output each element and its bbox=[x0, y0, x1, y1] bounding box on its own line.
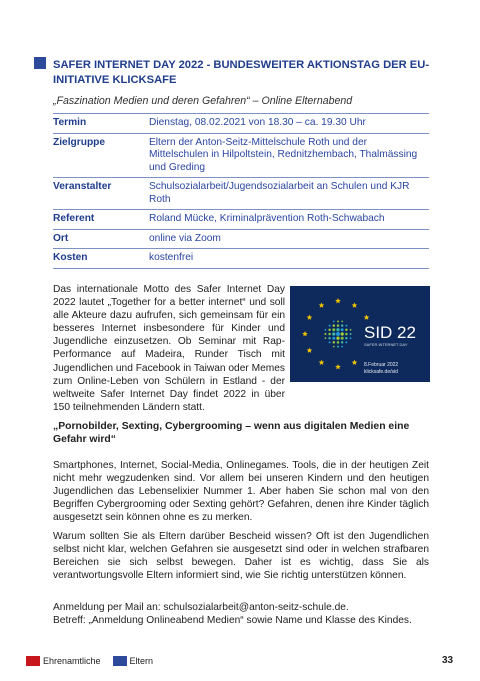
sid-logo bbox=[290, 286, 430, 382]
star-icon bbox=[319, 360, 325, 365]
logo-dot bbox=[337, 346, 339, 348]
sid-logo-graphic bbox=[290, 286, 430, 382]
details-row bbox=[53, 229, 429, 249]
star-icon bbox=[302, 331, 308, 336]
paragraph-parents: Warum sollten Sie als Eltern darüber Bescheid wissen? Oft ist den Jugendlichen selbst nicht klar, welchen Gefahren sie ausgesetzt sind oder in welchen strafbaren Bereichen sie sich selbst bewegen. Daher ist es wichtig, dass Sie als verantwortungsvolle Eltern informiert sind, wie Sie richtig unterstützen können. bbox=[53, 531, 429, 582]
logo-dot bbox=[341, 346, 343, 348]
registration-subject: Betreff: „Anmeldung Onlineabend Medien“ sowie Name und Klasse des Kindes. bbox=[53, 615, 412, 627]
dot-cluster-icon bbox=[324, 320, 351, 347]
intro-paragraph: Das internationale Motto des Safer Internet Day 2022 lautet „Together for a better internet“ und soll alle Akteure dazu aufrufen, sich gemeinsam für ein besseres Internet insbesondere für Kinder und Jugendliche einzusetzen. Ob Seminar mit Rap-Performance auf Madeira, Runder Tisch mit Jugendlichen und Facebook in Taiwan oder Memes zum Online-Leben von Schülern in Estland - der weltweite Safer Internet Day findet 2022 in über 150 teilnehmenden Ländern statt. bbox=[53, 284, 286, 413]
logo-dot bbox=[328, 333, 331, 336]
legend-swatch-eltern bbox=[113, 656, 127, 666]
star-icon bbox=[307, 348, 313, 353]
paragraph-dangers: Smartphones, Internet, Social-Media, Onlinegames. Tools, die in der heutigen Zeit nicht mehr wegzudenken sind. Vor allem bei unseren Kindern und den heutigen Jugendlichen das Lebenselixier Nummer 1. Aber haben Sie schon mal von den Begriffen Cybergrooming oder Sexting gehört? Gefahren, denen ihre Kinder täglich ausgesetzt sein können ohne es zu merken. bbox=[53, 460, 429, 524]
star-icon bbox=[307, 315, 313, 320]
logo-dot bbox=[341, 332, 344, 335]
audience-legend bbox=[26, 656, 165, 666]
details-value: Dienstag, 08.02.2021 von 18.30 – ca. 19.30 Uhr bbox=[149, 114, 429, 134]
logo-dot bbox=[324, 333, 326, 335]
legend-label-eltern: Eltern bbox=[129, 656, 154, 666]
logo-dot bbox=[333, 324, 335, 326]
star-icon bbox=[335, 298, 341, 303]
details-label: Ort bbox=[53, 229, 149, 249]
sid-logo-tagline: SAFER INTERNET DAY bbox=[364, 342, 408, 347]
quote-heading: „Pornobilder, Sexting, Cybergrooming – wenn aus digitalen Medien eine Gefahr wird“ bbox=[53, 421, 410, 445]
star-icon bbox=[364, 315, 370, 320]
logo-dot bbox=[328, 329, 330, 331]
logo-dot bbox=[328, 337, 330, 339]
page-number: 33 bbox=[442, 655, 454, 666]
sid-logo-date: 8.Februar 2022 bbox=[364, 362, 399, 368]
event-details-table bbox=[53, 113, 429, 269]
logo-dot bbox=[341, 321, 343, 323]
logo-dot bbox=[329, 325, 331, 327]
details-label: Termin bbox=[53, 114, 149, 134]
star-icon bbox=[319, 302, 325, 307]
logo-dot bbox=[333, 321, 335, 323]
logo-dot bbox=[350, 333, 352, 335]
details-value: Schulsozialarbeit/Jugendsozialarbeit an Schulen und KJR Roth bbox=[149, 178, 429, 210]
details-row bbox=[53, 114, 429, 134]
legend-label-ehrenamtliche: Ehrenamtliche bbox=[43, 656, 101, 666]
logo-dot bbox=[341, 324, 343, 326]
sid-logo-title: SID 22 bbox=[364, 323, 416, 342]
details-row bbox=[53, 178, 429, 210]
logo-dot bbox=[337, 341, 340, 344]
logo-dot bbox=[350, 337, 352, 339]
details-row bbox=[53, 210, 429, 230]
eu-stars bbox=[302, 298, 369, 369]
logo-dot bbox=[332, 328, 335, 331]
logo-dot bbox=[345, 333, 348, 336]
logo-dot bbox=[350, 329, 352, 331]
logo-dot bbox=[332, 337, 335, 340]
event-subtitle: „Faszination Medien und deren Gefahren“ – Online Elternabend bbox=[53, 95, 353, 107]
details-label: Veranstalter bbox=[53, 178, 149, 210]
details-label: Zielgruppe bbox=[53, 133, 149, 178]
details-row bbox=[53, 249, 429, 269]
page-title: SAFER INTERNET DAY 2022 - BUNDESWEITER AKTIONSTAG DER EU-INITIATIVE KLICKSAFE bbox=[53, 59, 430, 86]
sid-logo-url: klicksafe.de/sid bbox=[364, 369, 398, 375]
registration-info bbox=[53, 601, 429, 627]
logo-dot bbox=[336, 337, 339, 340]
star-icon bbox=[352, 360, 358, 365]
details-value: kostenfrei bbox=[149, 249, 429, 269]
logo-dot bbox=[333, 346, 335, 348]
logo-dot bbox=[337, 324, 340, 327]
logo-dot bbox=[341, 328, 344, 331]
details-value: Roland Mücke, Kriminalprävention Roth-Schwabach bbox=[149, 210, 429, 230]
logo-dot bbox=[332, 332, 335, 335]
legend-swatch-ehrenamtliche bbox=[26, 656, 40, 666]
details-value: online via Zoom bbox=[149, 229, 429, 249]
registration-email: Anmeldung per Mail an: schulsozialarbeit@anton-seitz-schule.de. bbox=[53, 602, 349, 613]
star-icon bbox=[335, 364, 341, 369]
details-value: Eltern der Anton-Seitz-Mittelschule Roth und der Mittelschulen in Hilpoltstein, Rednitzhembach, Thalmässing und Greding bbox=[149, 133, 429, 178]
details-row bbox=[53, 133, 429, 178]
section-marker bbox=[34, 57, 46, 69]
logo-dot bbox=[336, 332, 340, 336]
logo-dot bbox=[345, 337, 347, 339]
logo-dot bbox=[345, 341, 347, 343]
logo-dot bbox=[345, 325, 347, 327]
details-label: Kosten bbox=[53, 249, 149, 269]
logo-dot bbox=[325, 329, 327, 331]
logo-dot bbox=[333, 341, 335, 343]
details-label: Referent bbox=[53, 210, 149, 230]
star-icon bbox=[352, 302, 358, 307]
logo-dot bbox=[336, 328, 339, 331]
logo-dot bbox=[325, 337, 327, 339]
logo-dot bbox=[345, 329, 347, 331]
logo-dot bbox=[329, 341, 331, 343]
logo-dot bbox=[337, 320, 339, 322]
logo-dot bbox=[341, 337, 344, 340]
logo-dot bbox=[341, 341, 343, 343]
